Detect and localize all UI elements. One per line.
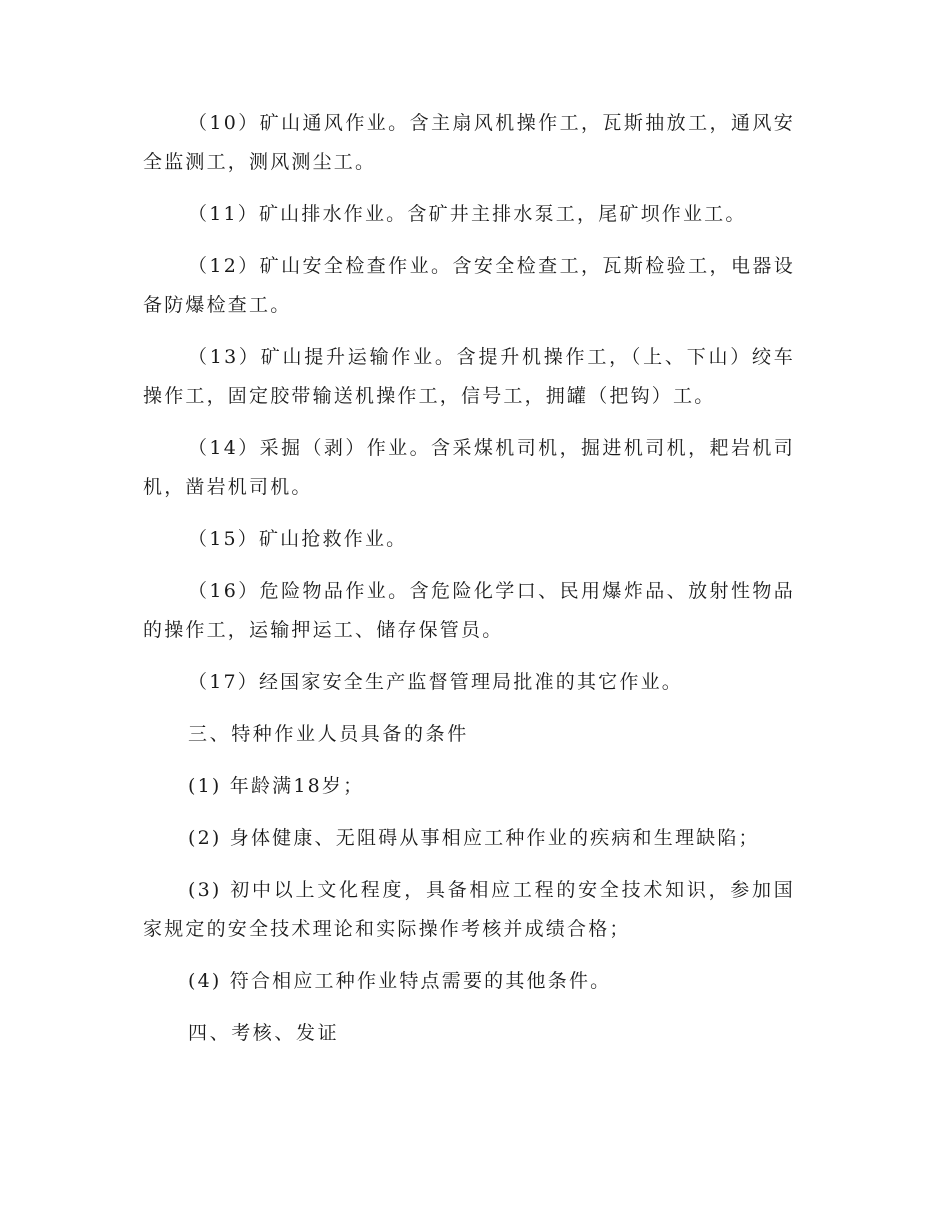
paragraph-drainage: （11）矿山排水作业。含矿井主排水泵工，尾矿坝作业工。 (188, 203, 747, 225)
section-heading-conditions: 三、特种作业人员具备的条件 (188, 723, 469, 745)
section-heading-assessment: 四、考核、发证 (188, 1022, 340, 1044)
paragraph-hazardous-materials: （16）危险物品作业。含危险化学口、民用爆炸品、放射性物品的操作工，运输押运工、储存保管员。 (143, 580, 795, 641)
paragraph-ventilation: （10）矿山通风作业。含主扇风机操作工，瓦斯抽放工，通风安全监测工，测风测尘工。 (143, 112, 795, 173)
document-page (143, 104, 795, 1066)
condition-item-age: (1) 年龄满18岁； (188, 775, 365, 797)
condition-item-other: (4) 符合相应工种作业特点需要的其他条件。 (188, 970, 612, 992)
paragraph-rescue: （15）矿山抢救作业。 (188, 528, 408, 550)
paragraph-other-approved: （17）经国家安全生产监督管理局批准的其它作业。 (188, 671, 683, 693)
condition-item-health: (2) 身体健康、无阻碍从事相应工种作业的疾病和生理缺陷； (188, 827, 760, 849)
paragraph-mining-excavation: （14）采掘（剥）作业。含采煤机司机，掘进机司机，耙岩机司机，凿岩机司机。 (143, 437, 795, 498)
condition-item-education: (3) 初中以上文化程度，具备相应工程的安全技术知识，参加国家规定的安全技术理论和实际操作考核并成绩合格； (143, 879, 795, 940)
paragraph-safety-inspection: （12）矿山安全检查作业。含安全检查工，瓦斯检验工，电器设备防爆检查工。 (143, 255, 795, 316)
paragraph-hoisting-transport: （13）矿山提升运输作业。含提升机操作工，（上、下山）绞车操作工，固定胶带输送机操作工，信号工，拥罐（把钩）工。 (143, 346, 795, 407)
